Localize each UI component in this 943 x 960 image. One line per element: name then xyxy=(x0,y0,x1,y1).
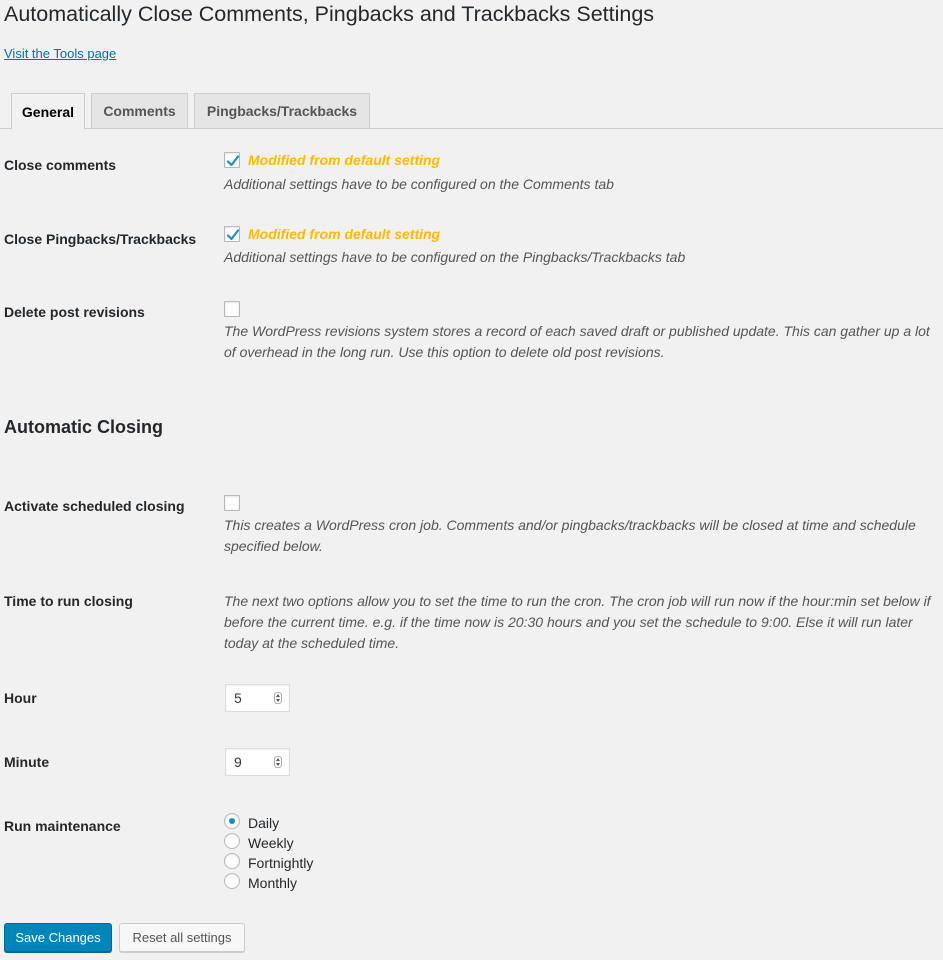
delete-revisions-description: The WordPress revisions system stores a record of each saved draft or published update. This can gather up a lot of overhead in the long run. Use this option to delete old post revisions. xyxy=(224,323,930,360)
radio-daily-label[interactable]: Daily xyxy=(248,815,280,831)
tools-page-link[interactable]: Visit the Tools page xyxy=(4,46,117,61)
close-comments-label: Close comments xyxy=(4,157,117,173)
time-to-run-label: Time to run closing xyxy=(4,593,133,609)
tab-bar xyxy=(0,93,943,129)
hour-label: Hour xyxy=(4,690,37,706)
tab-comments[interactable]: Comments xyxy=(91,93,188,129)
delete-revisions-checkbox[interactable] xyxy=(224,301,240,317)
close-pingbacks-label: Close Pingbacks/Trackbacks xyxy=(4,231,197,247)
run-maintenance-label: Run maintenance xyxy=(4,818,121,834)
tab-general[interactable]: General xyxy=(11,93,85,130)
spinner-arrows-icon[interactable] xyxy=(274,692,282,704)
save-changes-button[interactable]: Save Changes xyxy=(4,923,112,952)
spinner-arrows-icon[interactable] xyxy=(274,756,282,768)
minute-label: Minute xyxy=(4,754,50,770)
page-title: Automatically Close Comments, Pingbacks and Trackbacks Settings xyxy=(4,2,655,26)
radio-weekly[interactable] xyxy=(224,833,240,849)
radio-daily[interactable] xyxy=(224,813,240,829)
delete-revisions-label: Delete post revisions xyxy=(4,304,145,320)
minute-value: 9 xyxy=(234,754,242,770)
close-pingbacks-description: Additional settings have to be configured on the Pingbacks/Trackbacks tab xyxy=(224,249,686,265)
time-to-run-description: The next two options allow you to set the time to run the cron. The cron job will run now if the hour:min set below if before the current time. e.g. if the time now is 20:30 hours and you set the schedule to 9:00. Else it will run later today at the scheduled time. xyxy=(224,593,931,651)
hour-input[interactable] xyxy=(225,684,290,712)
tab-pingbacks-trackbacks[interactable]: Pingbacks/Trackbacks xyxy=(194,93,370,129)
modified-note: Modified from default setting xyxy=(248,226,441,242)
radio-monthly-label[interactable]: Monthly xyxy=(248,875,298,891)
radio-monthly[interactable] xyxy=(224,873,240,889)
hour-value: 5 xyxy=(234,690,242,706)
activate-scheduled-closing-checkbox[interactable] xyxy=(224,495,240,511)
checkmark-icon xyxy=(225,227,241,243)
activate-scheduled-closing-description: This creates a WordPress cron job. Comments and/or pingbacks/trackbacks will be closed at time and schedule specified below. xyxy=(224,517,916,554)
close-comments-checkbox[interactable] xyxy=(224,152,240,168)
radio-weekly-label[interactable]: Weekly xyxy=(248,835,294,851)
minute-input[interactable] xyxy=(225,748,290,776)
automatic-closing-heading: Automatic Closing xyxy=(4,417,164,437)
checkmark-icon xyxy=(225,153,241,169)
activate-scheduled-closing-label: Activate scheduled closing xyxy=(4,498,185,514)
close-pingbacks-checkbox[interactable] xyxy=(224,226,240,242)
reset-settings-button[interactable]: Reset all settings xyxy=(119,923,245,952)
close-comments-description: Additional settings have to be configured on the Comments tab xyxy=(224,176,614,192)
modified-note: Modified from default setting xyxy=(248,152,441,168)
radio-fortnightly-label[interactable]: Fortnightly xyxy=(248,855,314,871)
radio-fortnightly[interactable] xyxy=(224,853,240,869)
